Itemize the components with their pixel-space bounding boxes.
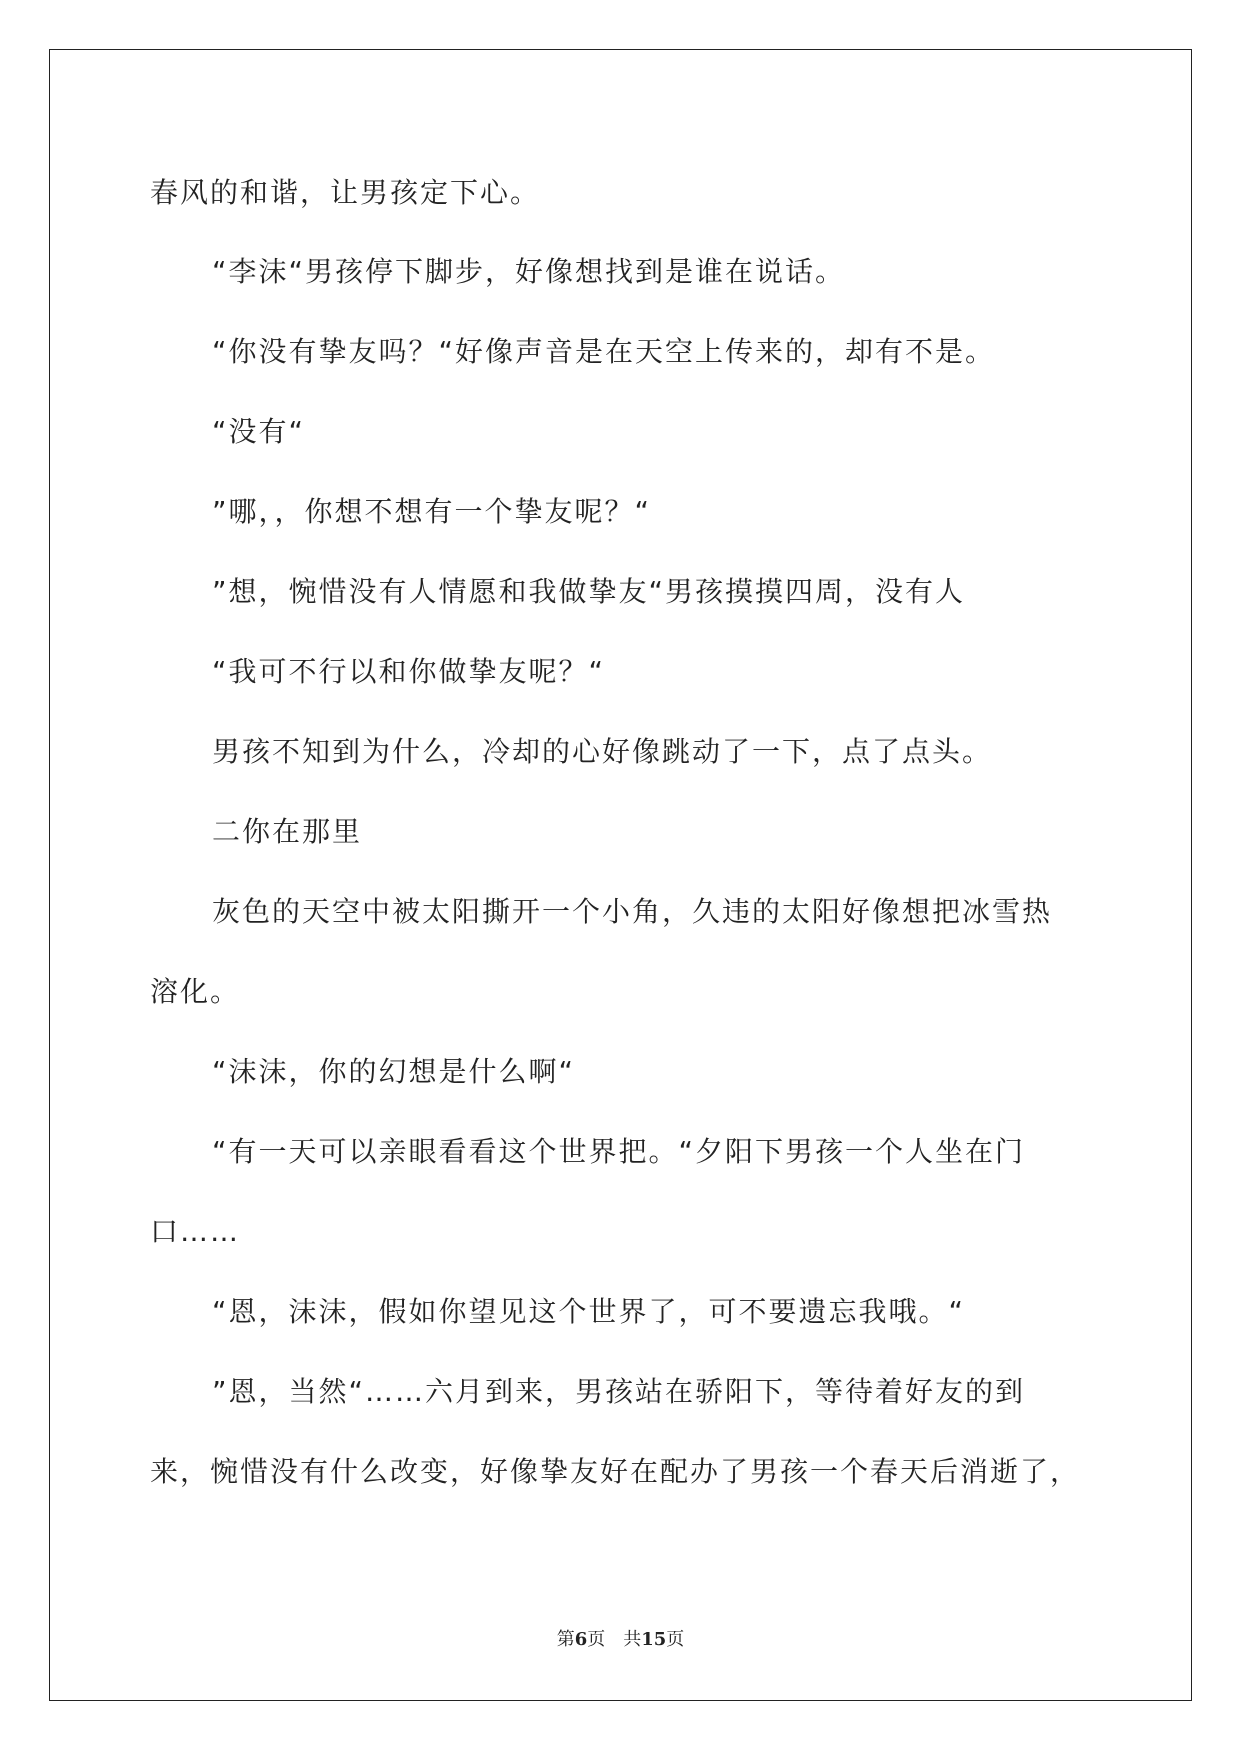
page-prefix: 第: [556, 1629, 575, 1650]
text-line-13: “有一天可以亲眼看看这个世界把。“夕阳下男孩一个人坐在门: [212, 1135, 1026, 1168]
text-line-17: 来，惋惜没有什么改变，好像挚友好在配办了男孩一个春天后消逝了，: [150, 1455, 1081, 1488]
page-footer: [0, 1625, 1241, 1651]
page-current: 6: [574, 1629, 588, 1650]
text-line-10: 灰色的天空中被太阳撕开一个小角，久违的太阳好像想把冰雪热: [212, 895, 1053, 928]
text-line-7: “我可不行以和你做挚友呢？“: [212, 655, 606, 688]
text-line-11: 溶化。: [150, 975, 241, 1008]
text-line-2: “李沫“男孩停下脚步，好像想找到是谁在说话。: [212, 255, 846, 288]
text-line-1: 春风的和谐，让男孩定下心。: [150, 176, 541, 209]
text-line-14: 口……: [150, 1215, 241, 1248]
text-line-15: “恩，沫沫，假如你望见这个世界了，可不要遗忘我哦。“: [212, 1295, 966, 1328]
page-suffix: 页: [666, 1629, 685, 1650]
text-line-16: ”恩，当然“……六月到来，男孩站在骄阳下，等待着好友的到: [212, 1375, 1026, 1408]
text-line-3: “你没有挚友吗？“好像声音是在天空上传来的，却有不是。: [212, 335, 996, 368]
page-mid: 页 共: [587, 1629, 642, 1650]
text-line-6: ”想，惋惜没有人情愿和我做挚友“男孩摸摸四周，没有人: [212, 575, 966, 608]
text-line-5: ”哪，，你想不想有一个挚友呢？“: [212, 495, 652, 528]
text-line-12: “沫沫，你的幻想是什么啊“: [212, 1055, 576, 1088]
text-line-8: 男孩不知到为什么，冷却的心好像跳动了一下，点了点头。: [212, 735, 993, 768]
section-heading: 二你在那里: [212, 815, 363, 848]
text-line-4: “没有“: [212, 415, 306, 448]
page-total: 15: [641, 1629, 667, 1650]
